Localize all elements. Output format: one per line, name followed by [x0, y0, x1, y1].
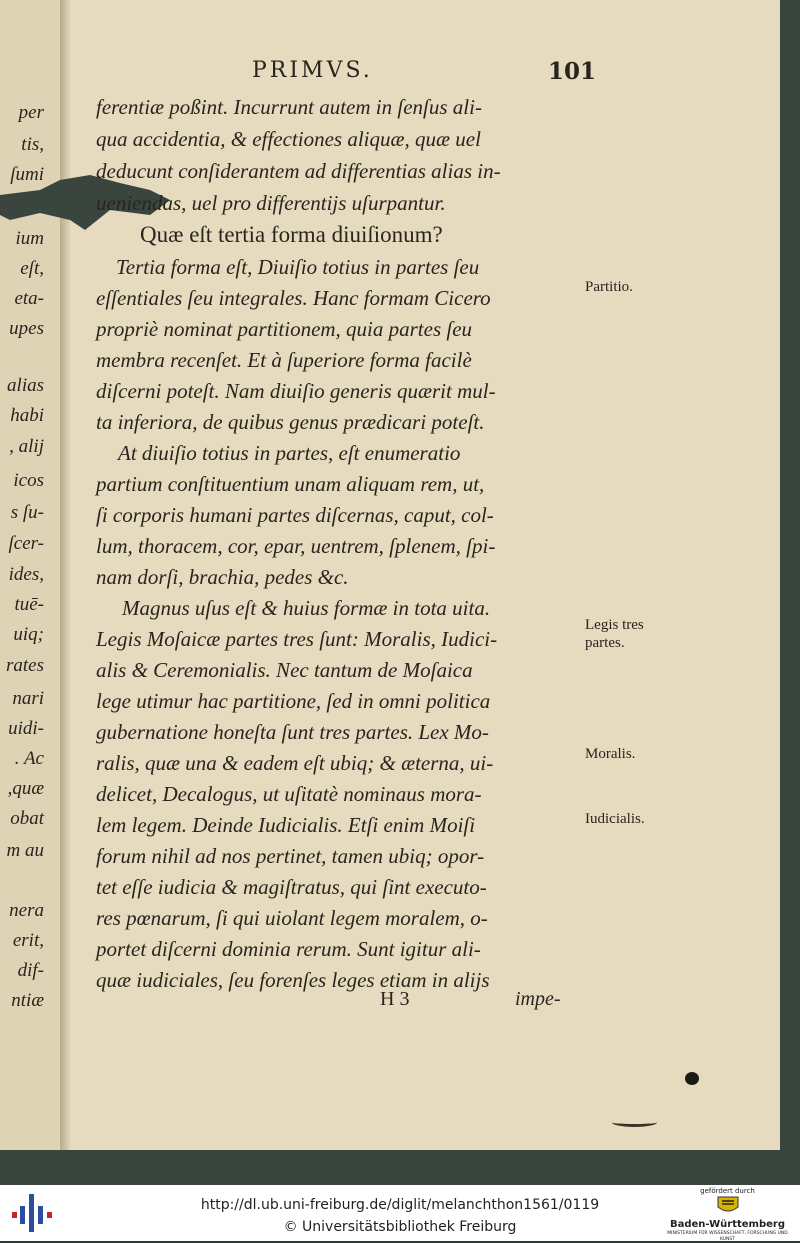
sponsor-name: Baden-Württemberg: [669, 1219, 785, 1230]
text-line: deducunt conſiderantem ad differentias alias in-: [96, 159, 501, 183]
text-line: Tertia forma eſt, Diuiſio totius in partes ſeu: [116, 255, 480, 279]
text-line: ueniendas, uel pro differentijs uſurpantur.: [96, 191, 446, 215]
text-line: eſſentiales ſeu integrales. Hanc formam Cicero: [96, 286, 491, 310]
text-line: At diuiſio totius in partes, eſt enumeratio: [118, 441, 461, 465]
catchword: impe-: [515, 988, 561, 1010]
left-page-fragment: ſumi: [10, 164, 44, 185]
left-page-fragment: uidi-: [8, 718, 44, 739]
text-line: lege utimur hac partitione, ſed in omni politica: [96, 689, 491, 713]
left-page-fragment: per: [18, 102, 44, 123]
left-page-fragment: upes: [9, 318, 44, 339]
left-page-fragment: . Ac: [14, 748, 44, 769]
text-line: quæ iudiciales, ſeu forenſes leges etiam in alijs: [96, 968, 490, 992]
viewer-footer: [0, 1185, 800, 1241]
left-page-fragment: ides,: [8, 564, 44, 585]
margin-note: Iudicialis.: [585, 811, 645, 827]
text-line: res pœnarum, ſi qui uiolant legem moralem, o-: [96, 906, 488, 930]
text-line: gubernatione honeſta ſunt tres partes. Lex Mo-: [96, 720, 489, 744]
text-line: ralis, quæ una & eadem eſt ubiq; & æterna, ui-: [96, 751, 494, 775]
text-line: ta inferiora, de quibus genus prædicari poteſt.: [96, 410, 485, 434]
signature-mark: H 3: [380, 988, 410, 1010]
text-line: Magnus uſus eſt & huius formæ in tota uita.: [122, 596, 491, 620]
left-page-fragment: tis,: [21, 134, 44, 155]
margin-note: Moralis.: [585, 746, 636, 762]
baden-wuerttemberg-crest-icon: [713, 1195, 743, 1215]
ink-stain: [685, 1072, 699, 1085]
text-line: forum nihil ad nos pertinet, tamen ubiq; opor-: [96, 844, 485, 868]
text-line: ferentiæ poßint. Incurrunt autem in ſenſus ali-: [96, 95, 482, 119]
text-line: nam dorſi, brachia, pedes &c.: [96, 565, 349, 589]
text-line: lum, thoracem, cor, epar, uentrem, ſplenem, ſpi-: [96, 534, 496, 558]
left-page-fragment: eta-: [14, 288, 44, 309]
text-line: ſi corporis humani partes diſcernas, caput, col-: [96, 503, 494, 527]
pen-mark: [612, 1118, 657, 1127]
text-line: membra recenſet. Et à ſuperiore forma facilè: [96, 348, 472, 372]
left-page-fragment: obat: [10, 808, 44, 829]
left-page-fragment: , alij: [9, 436, 44, 457]
left-page-fragment: tuē-: [14, 594, 44, 615]
left-page-fragment: eſt,: [20, 258, 44, 279]
text-line: portet diſcerni dominia rerum. Sunt igitur ali-: [96, 937, 481, 961]
left-page-fragment: ium: [15, 228, 44, 249]
left-page-fragment: nari: [12, 688, 44, 709]
text-line: Legis Moſaicæ partes tres ſunt: Moralis, Iudici-: [96, 627, 498, 651]
left-page-fragment: dif-: [17, 960, 44, 981]
section-heading: Quæ eſt tertia forma diuiſionum?: [140, 222, 443, 247]
sponsor-top-text: gefördert durch: [700, 1187, 755, 1195]
text-line: partium conſtituentium unam aliquam rem, ut,: [96, 472, 485, 496]
left-page-fragment: ntiæ: [11, 990, 44, 1011]
text-line: alis & Ceremonialis. Nec tantum de Moſaica: [96, 658, 473, 682]
margin-note: Legis tres partes.: [585, 617, 644, 651]
sponsor-logo[interactable]: [660, 1187, 795, 1242]
left-page-fragment: rates: [6, 655, 44, 676]
left-page-fragment: icos: [13, 470, 44, 491]
left-page-fragment: habi: [10, 405, 44, 426]
left-page-fragment: nera: [9, 900, 44, 921]
text-line: propriè nominat partitionem, quia partes ſeu: [96, 317, 473, 341]
margin-note: Partitio.: [585, 279, 633, 295]
text-line: diſcerni poteſt. Nam diuiſio generis quærit mul-: [96, 379, 496, 403]
left-page-fragment: m au: [6, 840, 44, 861]
left-page-fragment: ſcer-: [8, 533, 44, 554]
copyright-notice: © Universitätsbibliothek Freiburg: [283, 1219, 517, 1235]
left-page-fragment: erit,: [12, 930, 44, 951]
left-page-fragment: alias: [7, 375, 44, 396]
text-line: delicet, Decalogus, ut uſitatè nominaus mora-: [96, 782, 482, 806]
sponsor-subtitle: MINISTERIUM FÜR WISSENSCHAFT, FORSCHUNG UND KUNST: [667, 1231, 788, 1242]
text-line: lem legem. Deinde Iudicialis. Etſi enim Moiſi: [96, 813, 476, 837]
running-head: PRIMVS.: [252, 58, 373, 83]
left-page-fragment: s ſu-: [10, 502, 44, 523]
scanner-border: [780, 0, 800, 1185]
left-page-fragment: uiq;: [13, 624, 44, 645]
permalink-url[interactable]: http://dl.ub.uni-freiburg.de/diglit/melanchthon1561/0119: [200, 1197, 600, 1213]
ub-freiburg-logo-icon[interactable]: [12, 1194, 52, 1232]
text-line: tet eſſe iudicia & magiſtratus, qui ſint executo-: [96, 875, 487, 899]
page-number: 101: [548, 58, 597, 85]
left-page-fragment: ,quæ: [7, 778, 44, 799]
text-line: qua accidentia, & effectiones aliquæ, quæ uel: [96, 127, 481, 151]
